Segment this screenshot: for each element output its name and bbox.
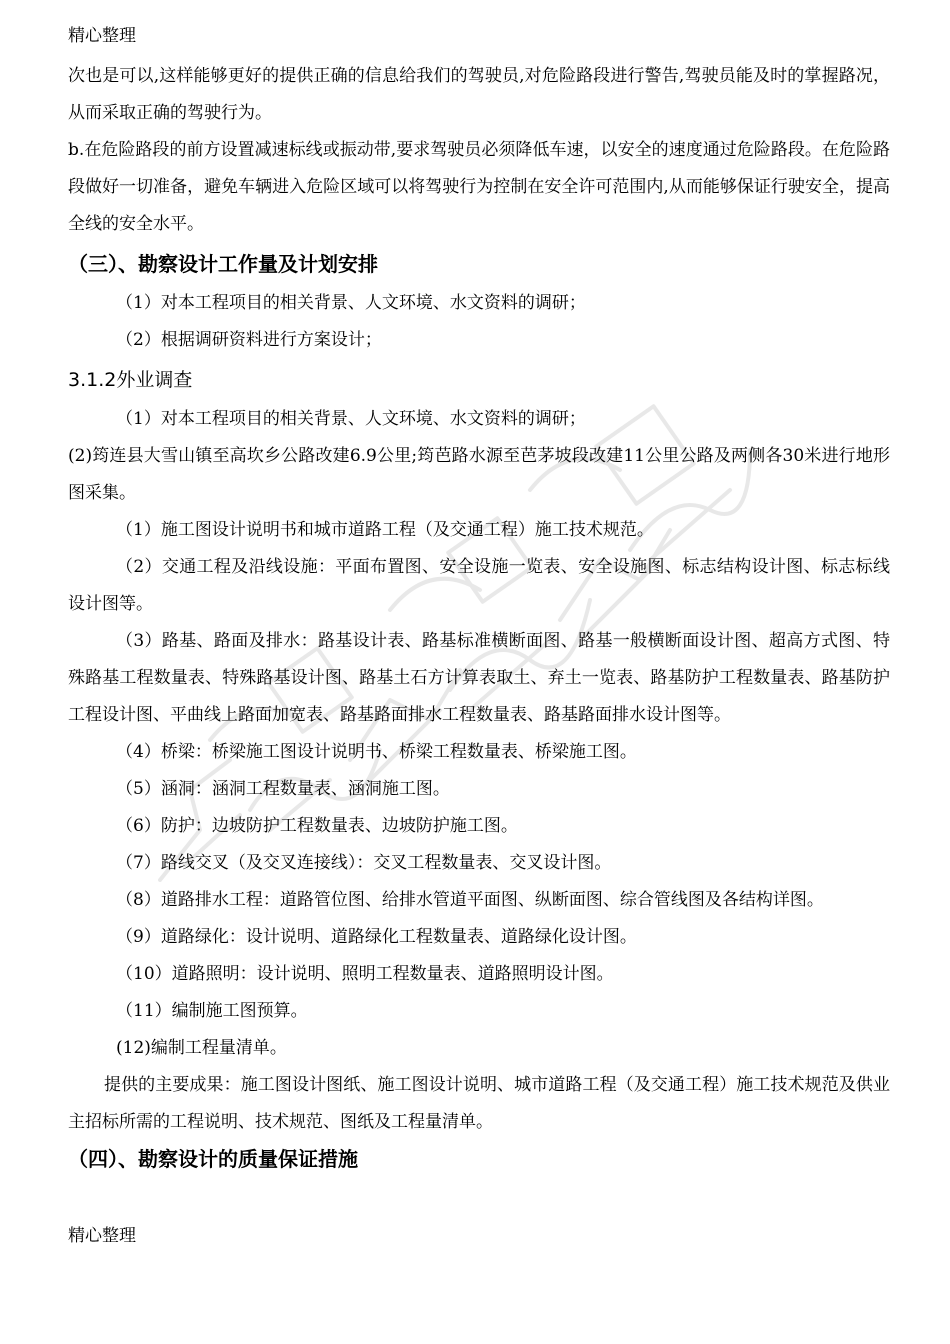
deliverable-item: （1）施工图设计说明书和城市道路工程（及交通工程）施工技术规范。 [116,520,654,540]
section-3-item-2: （2）根据调研资料进行方案设计； [116,330,382,350]
deliverable-item: （5）涵洞：涵洞工程数量表、涵洞施工图。 [116,779,450,799]
deliverable-item: （10）道路照明：设计说明、照明工程数量表、道路照明设计图。 [116,964,614,984]
deliverables-summary: 提供的主要成果：施工图设计图纸、施工图设计说明、城市道路工程（及交通工程）施工技术规范及供业主招标所需的工程说明、技术规范、图纸及工程量清单。 [68,1075,890,1132]
paragraph-warning: 次也是可以,这样能够更好的提供正确的信息给我们的驾驶员,对危险路段进行警告,驾驶员能及时的掌握路况，从而采取正确的驾驶行为。 [68,66,890,123]
deliverable-item: (12)编制工程量清单。 [116,1038,287,1058]
deliverable-item: （3）路基、路面及排水：路基设计表、路基标准横断面图、路基一般横断面设计图、超高方式图、特殊路基工程数量表、特殊路基设计图、路基土石方计算表取土、弃土一览表、路基防护工程数量表、路基防护工程设计图、平曲线上路面加宽表、路基路面排水工程数量表、路基路面排水设计图等。 [68,631,890,725]
section-3-item-1: （1）对本工程项目的相关背景、人文环境、水文资料的调研； [116,293,586,313]
section-3-heading: （三）、勘察设计工作量及计划安排 [68,252,378,276]
page-header: 精心整理 [68,26,136,46]
document-body [68,58,890,1177]
page-footer: 精心整理 [68,1226,136,1246]
section-4-heading: （四）、勘察设计的质量保证措施 [68,1147,358,1171]
deliverable-item: （11）编制施工图预算。 [116,1001,308,1021]
subsection-3-1-2-heading: 3.1.2外业调查 [68,369,193,391]
deliverable-item: （4）桥梁：桥梁施工图设计说明书、桥梁工程数量表、桥梁施工图。 [116,742,637,762]
deliverable-item: （2）交通工程及沿线设施：平面布置图、安全设施一览表、安全设施图、标志结构设计图、标志标线设计图等。 [68,557,890,614]
field-survey-item-1: （1）对本工程项目的相关背景、人文环境、水文资料的调研； [116,409,586,429]
deliverable-item: （7）路线交叉（及交叉连接线）：交叉工程数量表、交叉设计图。 [116,853,612,873]
deliverable-item: （6）防护：边坡防护工程数量表、边坡防护施工图。 [116,816,518,836]
field-survey-item-2: (2)筠连县大雪山镇至高坎乡公路改建6.9公里;筠芭路水源至芭茅坡段改建11公里公路及两侧各30米进行地形图采集。 [68,446,890,503]
paragraph-speed-reduction: b.在危险路段的前方设置减速标线或振动带,要求驾驶员必须降低车速，以安全的速度通过危险路段。在危险路段做好一切准备，避免车辆进入危险区域可以将驾驶行为控制在安全许可范围内,从而能够保证行驶安全，提高全线的安全水平。 [68,140,890,234]
deliverable-item: （8）道路排水工程：道路管位图、给排水管道平面图、纵断面图、综合管线图及各结构详图。 [116,890,824,910]
deliverable-item: （9）道路绿化：设计说明、道路绿化工程数量表、道路绿化设计图。 [116,927,637,947]
